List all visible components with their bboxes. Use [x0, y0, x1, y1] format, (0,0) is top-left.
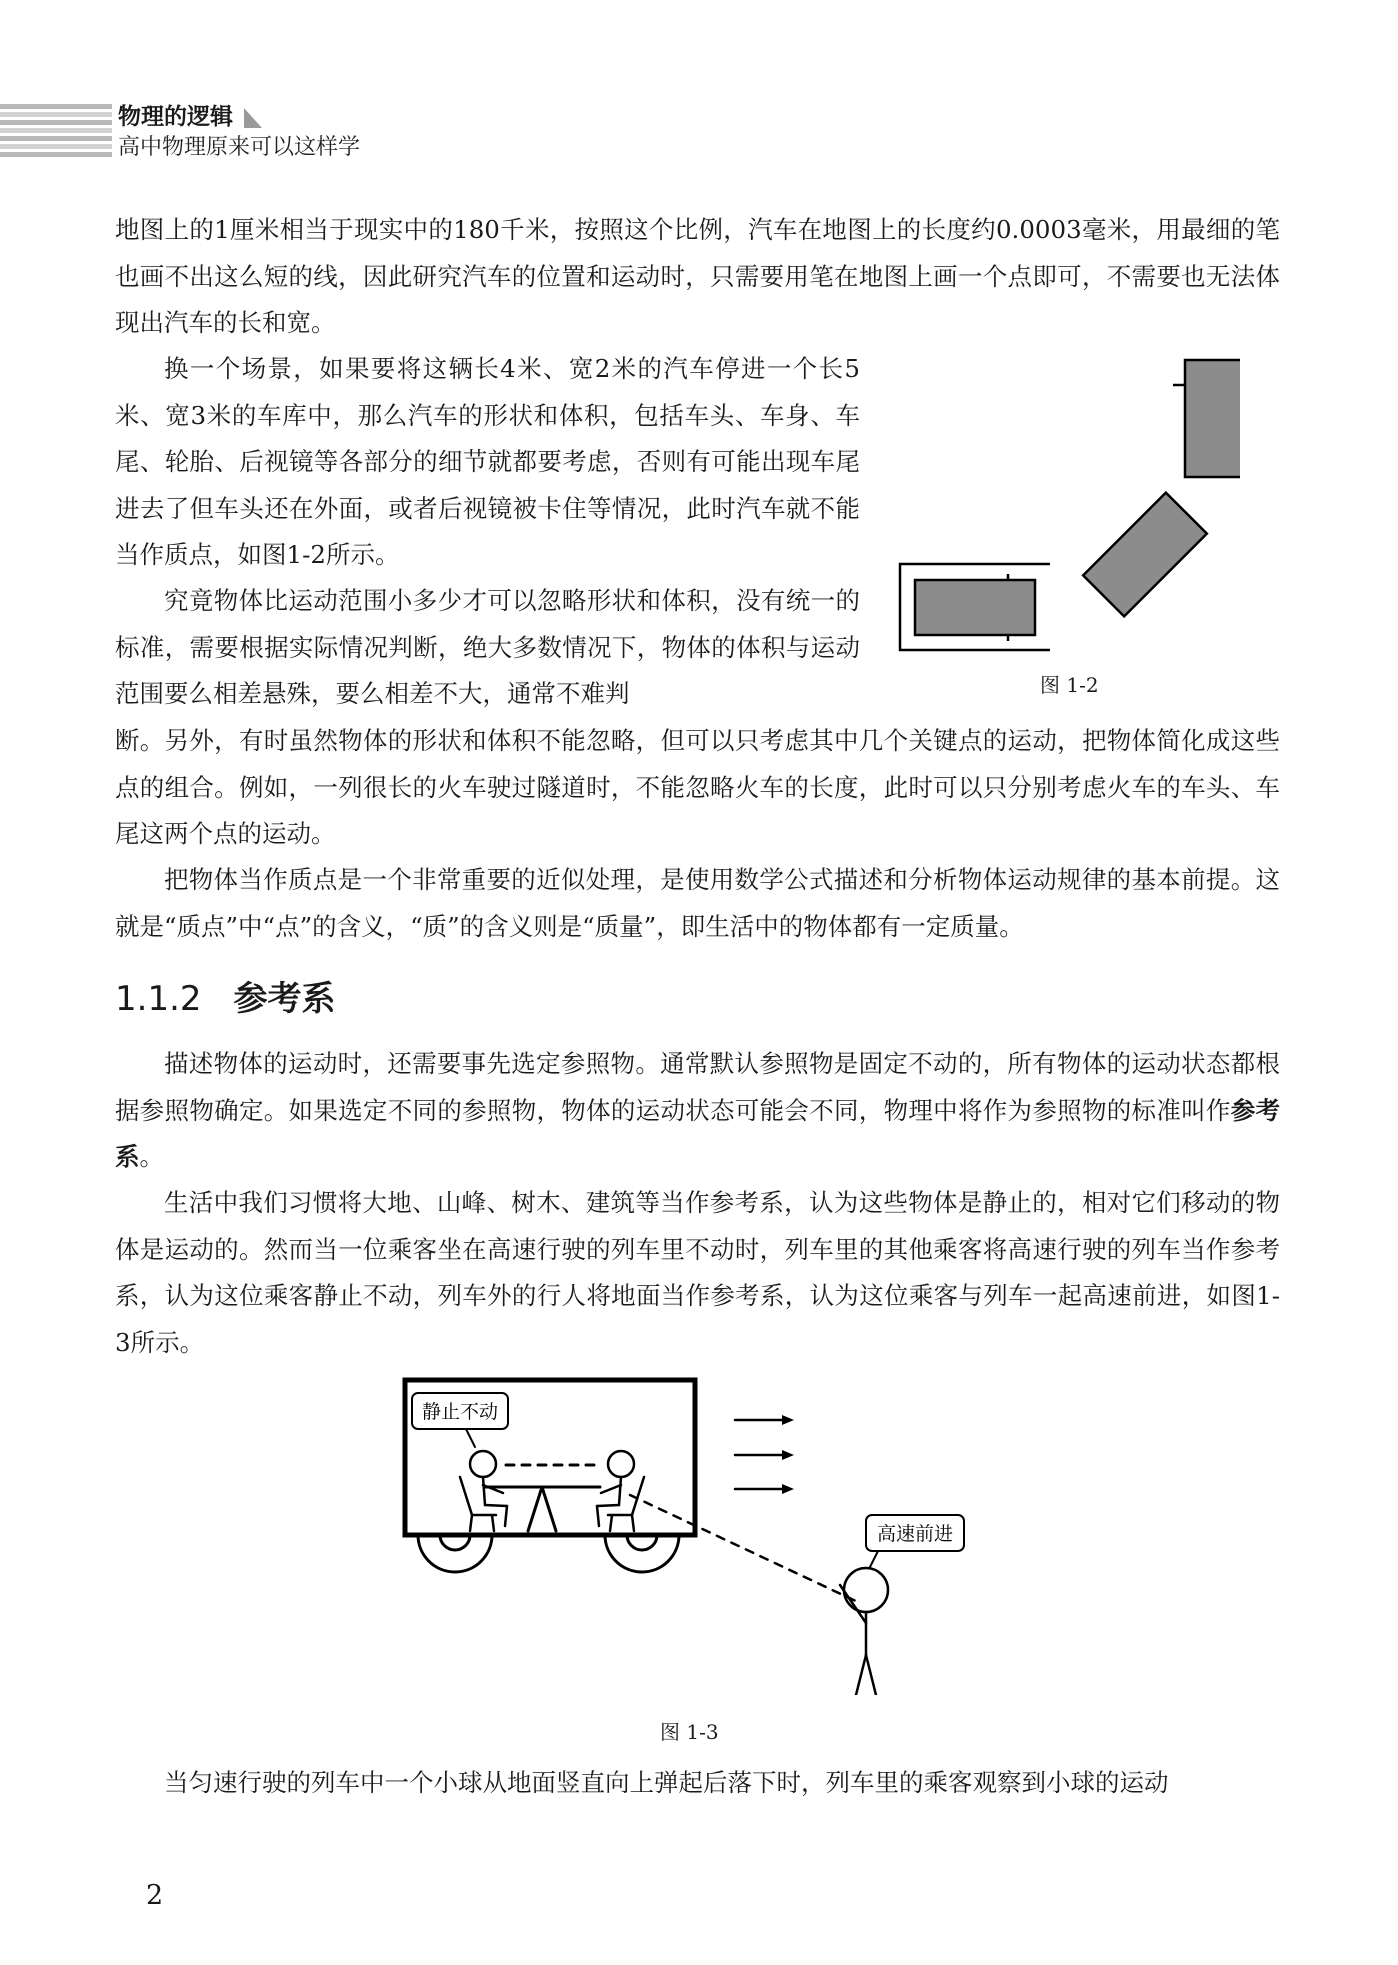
page-number: 2: [146, 1880, 164, 1911]
figure-1-3: [400, 1375, 1000, 1695]
motion-arrows: [735, 1420, 785, 1489]
train-wheel-right: [605, 1535, 679, 1572]
passenger-seated-right: [597, 1451, 644, 1531]
header-triangle-mark: [244, 108, 262, 128]
term-reference-frame: 参考系: [115, 1095, 1280, 1171]
arrow-head: [782, 1415, 794, 1425]
paragraph-5: [115, 1041, 1280, 1181]
pedestrian: [840, 1568, 888, 1695]
paragraph-2: 换一个场景，如果要将这辆长4米、宽2米的汽车停进一个长5米、宽3米的车库中，那么汽车的形状和体积，包括车头、车身、车尾、轮胎、后视镜等各部分的细节就都要考虑，否则有可能出现车尾进去了但车头还在外面，或者后视镜被卡住等情况，此时汽车就不能当作质点，如图1-2所示。: [115, 354, 860, 569]
label-fast: 高速前进: [876, 1523, 954, 1545]
figure-1-3-caption: 图 1-3: [660, 1720, 719, 1744]
paragraph-5-text: 描述物体的运动时，还需要事先选定参照物。通常默认参照物是固定不动的，所有物体的运动状态都根据参照物确定。如果选定不同的参照物，物体的运动状态可能会不同，物理中将作为参照物的标准叫作: [115, 1049, 1280, 1125]
figure-1-2: [890, 345, 1240, 675]
section-number: 1.1.2: [115, 979, 202, 1019]
book-subtitle: 高中物理原来可以这样学: [118, 135, 361, 160]
paragraph-7: 当匀速行驶的列车中一个小球从地面竖直向上弹起后落下时，列车里的乘客观察到小球的运动: [164, 1768, 1169, 1797]
section-title: 参考系: [233, 979, 336, 1019]
paragraph-3-continued: 断。另外，有时虽然物体的形状和体积不能忽略，但可以只考虑其中几个关键点的运动，把物体简化成这些点的组合。例如，一列很长的火车驶过隧道时，不能忽略火车的长度，此时可以只分别考虑火车的车头、车尾这两个点的运动。: [115, 726, 1280, 848]
label-stationary: 静止不动: [421, 1401, 499, 1423]
car-tilted: [1083, 493, 1207, 617]
arrow-head: [782, 1450, 794, 1460]
section-heading: [115, 977, 336, 1021]
car-in-garage: [915, 580, 1035, 635]
paragraph-1: 地图上的1厘米相当于现实中的180千米，按照这个比例，汽车在地图上的长度约0.0003毫米，用最细的笔也画不出这么短的线，因此研究汽车的位置和运动时，只需要用笔在地图上画一个点即可，不需要也无法体现出汽车的长和宽。: [115, 215, 1280, 337]
passenger-stationary: [460, 1451, 507, 1531]
paragraph-3-wrapped: 究竟物体比运动范围小多少才可以忽略形状和体积，没有统一的标准，需要根据实际情况判断，绝大多数情况下，物体的体积与运动范围要么相差悬殊，要么相差不大，通常不难判: [115, 586, 860, 708]
train-wheel-left: [418, 1535, 492, 1572]
header-decoration-stripes: [0, 104, 112, 162]
car-upright: [1185, 360, 1240, 477]
arrow-head: [782, 1484, 794, 1494]
paragraph-5-end: 。: [139, 1142, 164, 1171]
line-of-sight-outside: [630, 1495, 860, 1603]
book-title: 物理的逻辑: [118, 104, 233, 130]
paragraph-6: 生活中我们习惯将大地、山峰、树木、建筑等当作参考系，认为这些物体是静止的，相对它们移动的物体是运动的。然而当一位乘客坐在高速行驶的列车里不动时，列车里的其他乘客将高速行驶的列车当作参考系，认为这位乘客静止不动，列车外的行人将地面当作参考系，认为这位乘客与列车一起高速前进，如图1-3所示。: [115, 1188, 1280, 1357]
paragraph-4: 把物体当作质点是一个非常重要的近似处理，是使用数学公式描述和分析物体运动规律的基本前提。这就是“质点”中“点”的含义，“质”的含义则是“质量”，即生活中的物体都有一定质量。: [115, 865, 1280, 941]
figure-1-2-caption: 图 1-2: [1040, 673, 1099, 697]
